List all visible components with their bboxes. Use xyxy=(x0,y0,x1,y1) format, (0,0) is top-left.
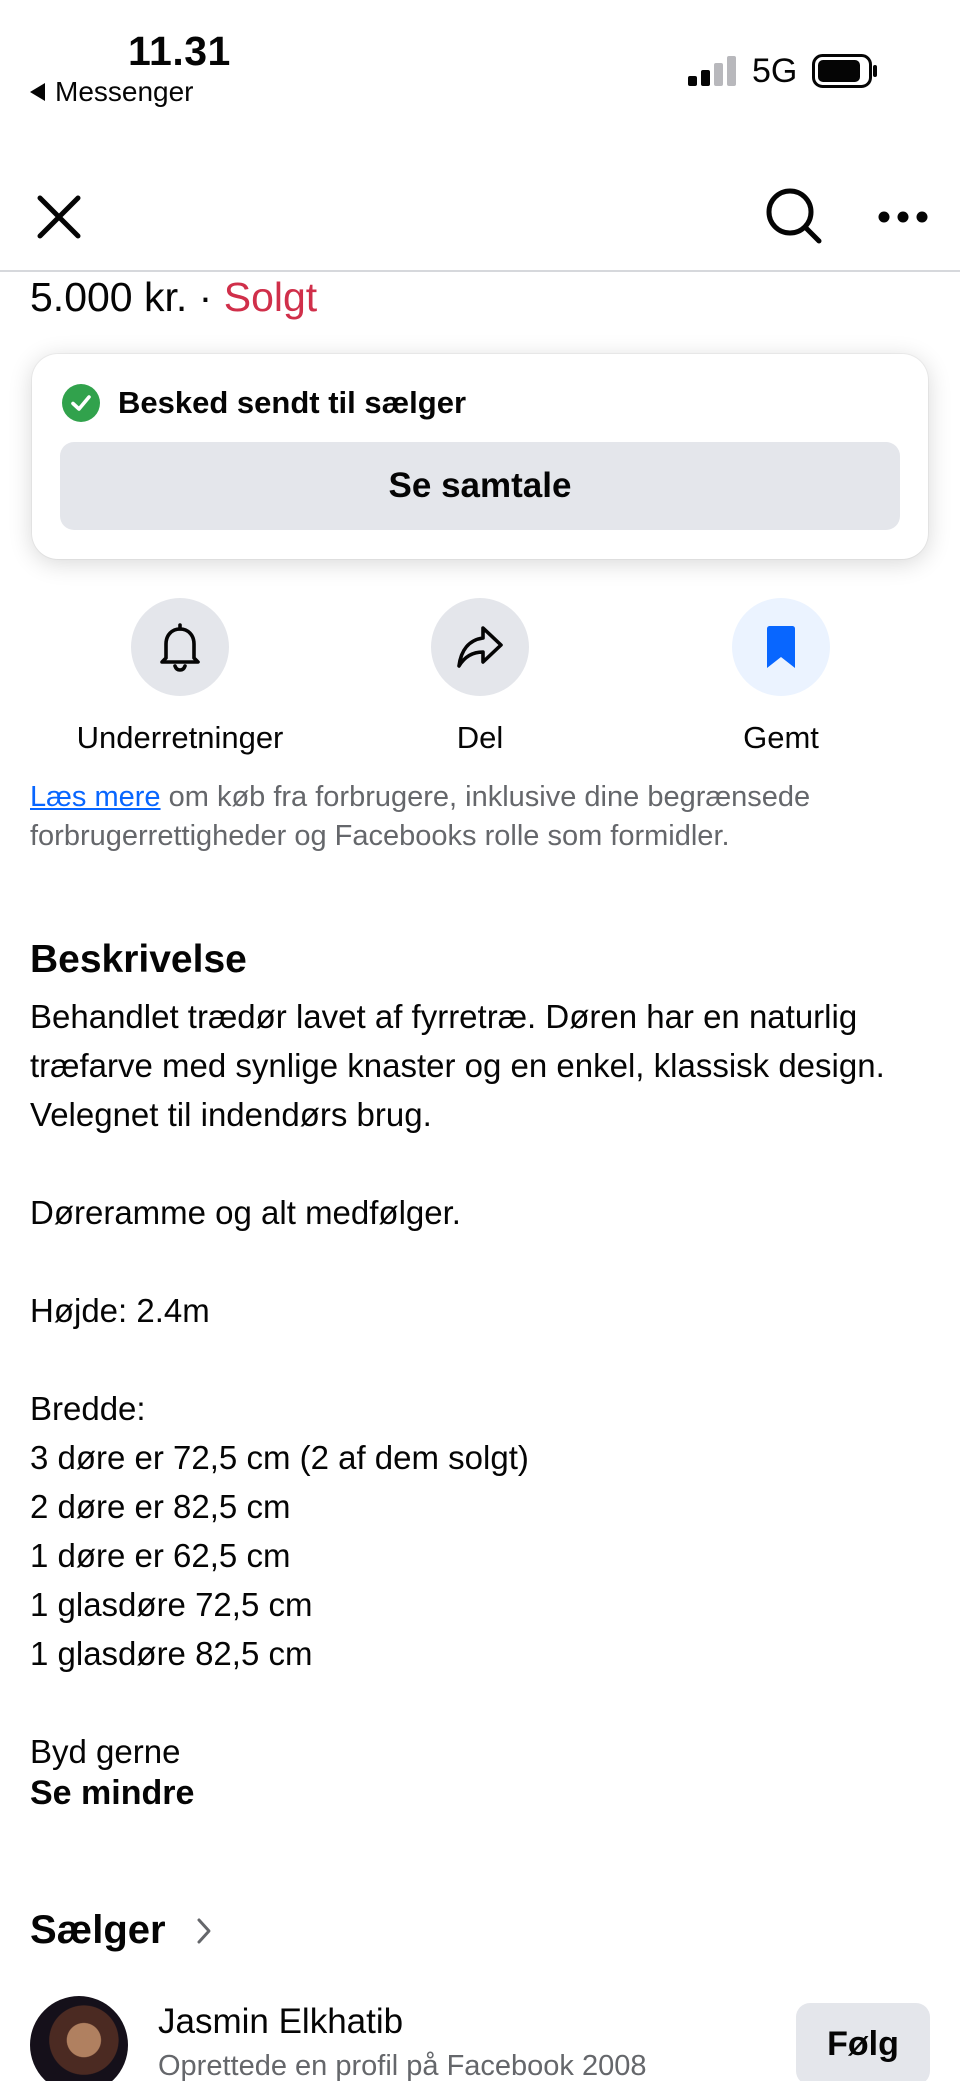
back-triangle-icon xyxy=(30,83,45,101)
saved-action[interactable] xyxy=(641,598,921,756)
chevron-right-icon xyxy=(196,1917,212,1945)
bookmark-icon xyxy=(763,624,799,670)
description-body: Behandlet trædør lavet af fyrretræ. Døren har en naturlig træfarve med synlige knaster og en enkel, klassisk design. Velegnet til indendørs brug. Døreramme og alt medfølger. Højde: 2.4m Bredde: 3 døre er 72,5 cm (2 af dem solgt) 2 døre er 82,5 cm 1 døre er 62,5 cm 1 glasdøre 72,5 cm 1 glasdøre 82,5 cm Byd gerne xyxy=(30,998,885,1770)
share-action[interactable] xyxy=(340,598,620,756)
seller-name[interactable]: Jasmin Elkhatib xyxy=(158,2002,404,2041)
back-to-app-link[interactable] xyxy=(30,76,194,108)
consumer-rights-info xyxy=(30,778,930,856)
see-less-button[interactable]: Se mindre xyxy=(30,1774,195,1812)
listing-actions xyxy=(0,598,960,755)
seller-section-header[interactable] xyxy=(30,1908,212,1953)
description-title: Beskrivelse xyxy=(30,938,247,981)
view-conversation-button[interactable]: Se samtale xyxy=(60,442,900,530)
saved-action-circle[interactable] xyxy=(732,598,830,696)
read-more-link[interactable]: Læs mere xyxy=(30,781,161,813)
seller-avatar[interactable] xyxy=(30,1996,128,2081)
follow-button[interactable]: Følg xyxy=(796,2003,930,2081)
notifications-action[interactable] xyxy=(40,598,320,756)
more-icon xyxy=(878,211,928,223)
seller-title: Sælger xyxy=(30,1908,166,1952)
share-icon xyxy=(455,624,505,670)
listing-price-line xyxy=(30,274,317,321)
search-button[interactable] xyxy=(756,178,832,254)
toast-message-row xyxy=(62,384,466,422)
more-options-button[interactable] xyxy=(868,182,938,252)
battery-icon xyxy=(812,54,878,88)
bell-icon xyxy=(157,622,203,672)
message-sent-toast xyxy=(32,354,928,559)
share-action-circle[interactable] xyxy=(431,598,529,696)
listing-price: 5.000 kr. xyxy=(30,274,188,320)
listing-status-sold: Solgt xyxy=(223,274,318,320)
seller-profile-info: Oprettede en profil på Facebook 2008 xyxy=(158,2050,647,2081)
saved-action-label: Gemt xyxy=(743,720,819,755)
back-app-label: Messenger xyxy=(55,76,194,107)
clock: 11.31 xyxy=(128,28,231,74)
share-action-label: Del xyxy=(456,720,504,755)
close-icon xyxy=(36,194,82,240)
search-icon xyxy=(764,186,824,246)
status-bar xyxy=(0,0,960,130)
close-button[interactable] xyxy=(24,182,94,252)
notifications-action-label: Underretninger xyxy=(76,720,284,755)
top-navigation-bar xyxy=(0,160,960,272)
network-type: 5G xyxy=(752,52,798,90)
check-circle-icon xyxy=(62,384,100,422)
consumer-rights-text: om køb fra forbrugere, inklusive dine begrænsede forbrugerrettigheder og Facebooks rolle som formidler. xyxy=(30,781,811,852)
notifications-action-circle[interactable] xyxy=(131,598,229,696)
cellular-signal-icon xyxy=(688,56,738,86)
price-separator: · xyxy=(187,274,224,320)
toast-message: Besked sendt til sælger xyxy=(118,385,467,420)
